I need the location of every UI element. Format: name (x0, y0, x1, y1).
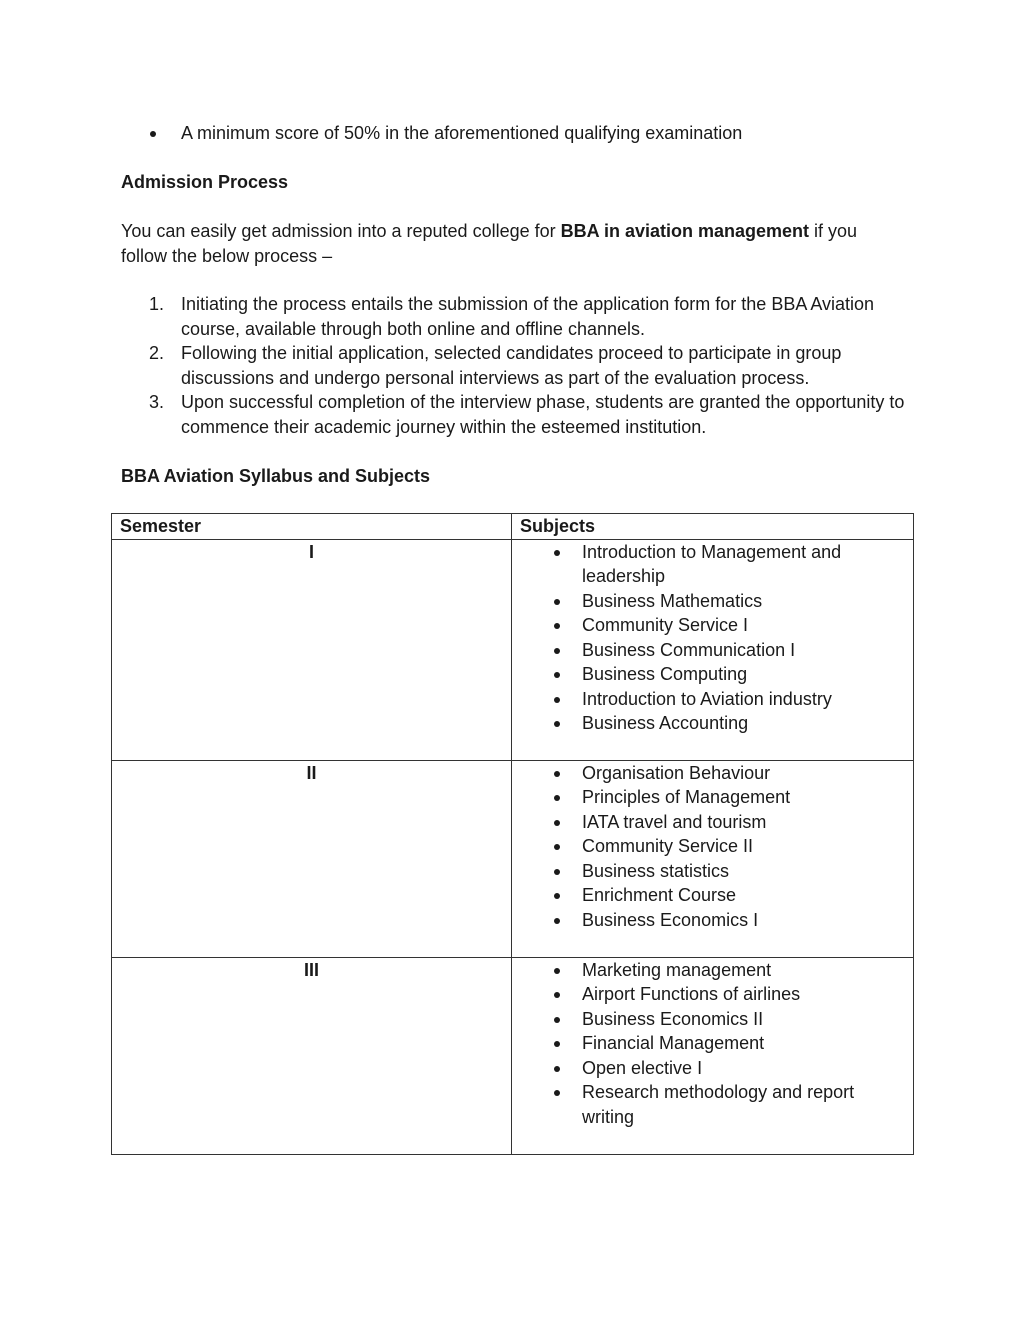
subject-item: Community Service I (512, 613, 913, 638)
admission-heading: Admission Process (121, 172, 289, 192)
subject-list (512, 958, 913, 1130)
subject-item: Business Communication I (512, 638, 913, 663)
table-row (112, 760, 914, 957)
subject-item: IATA travel and tourism (512, 810, 913, 835)
subject-item: Principles of Management (512, 785, 913, 810)
step-text: Initiating the process entails the submission of the application form for the BBA Aviation course, available through both online and offline channels. (181, 294, 875, 339)
subject-item: Business Economics I (512, 908, 913, 933)
subjects-cell (512, 957, 914, 1154)
subject-item: Introduction to Management and leadership (512, 540, 913, 589)
subject-item: Enrichment Course (512, 883, 913, 908)
intro-text-bold: BBA in aviation management (560, 221, 810, 241)
admission-step (121, 341, 911, 390)
semester-cell: I (112, 539, 512, 760)
subjects-cell (512, 760, 914, 957)
subject-item: Business Accounting (512, 711, 913, 736)
subject-item: Open elective I (512, 1056, 913, 1081)
step-text: Upon successful completion of the interview phase, students are granted the opportunity to commence their academic journey within the esteemed institution. (181, 392, 905, 437)
table-row (112, 957, 914, 1154)
subject-item: Airport Functions of airlines (512, 982, 913, 1007)
table-row (112, 539, 914, 760)
admission-step (121, 390, 911, 439)
column-header-subjects: Subjects (512, 514, 914, 540)
semester-cell: III (112, 957, 512, 1154)
subject-item: Business Mathematics (512, 589, 913, 614)
step-number: 1. (149, 294, 165, 314)
eligibility-list (148, 121, 742, 146)
admission-steps-list (121, 292, 911, 439)
syllabus-table (111, 513, 914, 1155)
column-header-semester: Semester (112, 514, 512, 540)
syllabus-heading: BBA Aviation Syllabus and Subjects (121, 466, 431, 486)
subject-item: Business Computing (512, 662, 913, 687)
admission-intro (121, 219, 901, 268)
step-number: 3. (149, 392, 165, 412)
subject-item: Organisation Behaviour (512, 761, 913, 786)
subject-item: Marketing management (512, 958, 913, 983)
subject-list (512, 761, 913, 933)
eligibility-item-text: A minimum score of 50% in the aforementioned qualifying examination (181, 123, 743, 143)
subjects-cell (512, 539, 914, 760)
subject-item: Community Service II (512, 834, 913, 859)
eligibility-item (148, 121, 742, 146)
subject-item: Introduction to Aviation industry (512, 687, 913, 712)
semester-cell: II (112, 760, 512, 957)
subject-item: Business Economics II (512, 1007, 913, 1032)
subject-item: Business statistics (512, 859, 913, 884)
step-text: Following the initial application, selected candidates proceed to participate in group discussions and undergo personal interviews as part of the evaluation process. (181, 343, 842, 388)
step-number: 2. (149, 343, 165, 363)
table-header-row (112, 514, 914, 540)
admission-step (121, 292, 911, 341)
subject-item: Research methodology and report writing (512, 1080, 913, 1129)
intro-text-before: You can easily get admission into a reputed college for (121, 221, 561, 241)
subject-list (512, 540, 913, 736)
subject-item: Financial Management (512, 1031, 913, 1056)
intro-text-after: if you follow the below process – (121, 221, 858, 266)
